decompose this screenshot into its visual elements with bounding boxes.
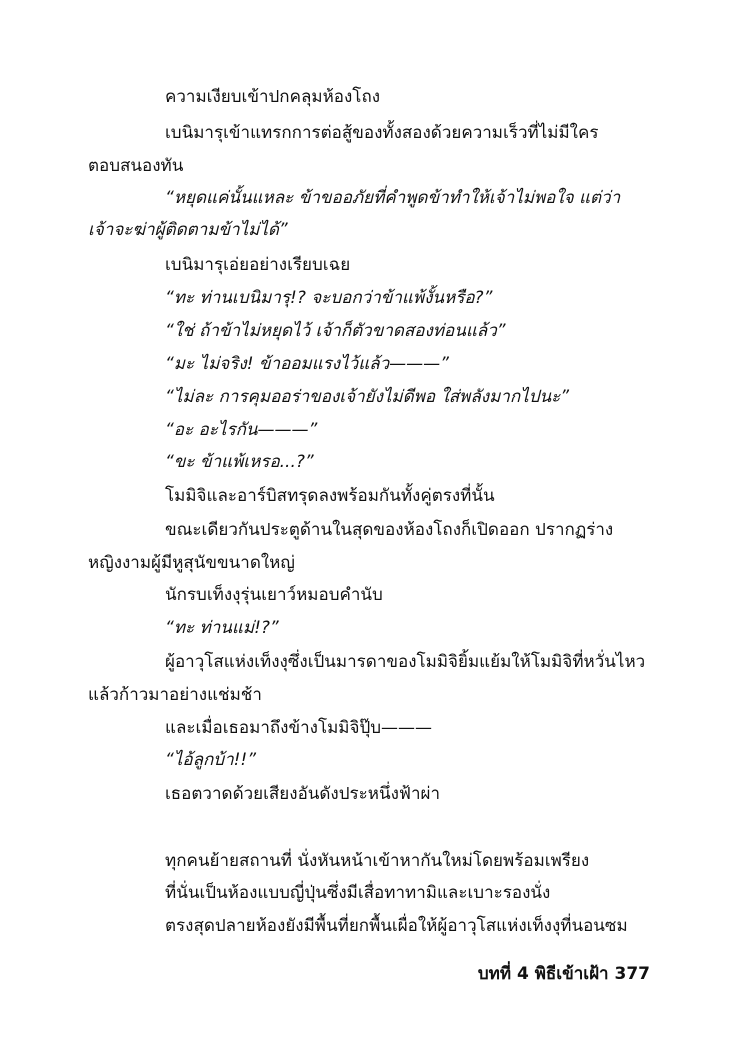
- page-footer: บทที่ 4 พิธีเข้าเฝ้า 377: [477, 964, 650, 984]
- dialogue-line: “ทะ ท่านแม่!?”: [165, 618, 279, 638]
- text-line: ที่นั่นเป็นห้องแบบญี่ปุ่นซึ่งมีเสื่อทาทามิและเบาะรองนั่ง: [165, 883, 551, 903]
- text-line: โมมิจิและอาร์บิสทรุดลงพร้อมกันทั้งคู่ตรงที่นั้น: [165, 486, 495, 506]
- text-line: ความเงียบเข้าปกคลุมห้องโถง: [165, 87, 381, 107]
- text-line: แล้วก้าวมาอย่างแช่มช้า: [88, 685, 262, 705]
- text-line: ขณะเดียวกันประตูด้านในสุดของห้องโถงก็เปิดออก ปรากฏร่าง: [165, 520, 614, 540]
- text-line: ตรงสุดปลายห้องยังมีพื้นที่ยกพื้นเผื่อให้ผู้อาวุโสแห่งเท็งงุที่นอนซม: [165, 916, 628, 936]
- dialogue-line: “หยุดแค่นั้นแหละ ข้าขออภัยที่คำพูดข้าทำให้เจ้าไม่พอใจ แต่ว่า: [165, 188, 621, 208]
- dialogue-line: “ไม่ละ การคุมออร่าของเจ้ายังไม่ดีพอ ใส่พลังมากไปนะ”: [165, 387, 570, 407]
- text-line: เบนิมารุเอ่ยอย่างเรียบเฉย: [165, 255, 351, 275]
- dialogue-line: “มะ ไม่จริง! ข้าออมแรงไว้แล้ว———”: [165, 354, 449, 374]
- text-line: นักรบเท็งงุรุ่นเยาว์หมอบคำนับ: [165, 585, 383, 605]
- dialogue-line: “ไอ้ลูกบ้า!!”: [165, 750, 257, 770]
- text-line: ตอบสนองทัน: [88, 156, 184, 176]
- text-line: เบนิมารุเข้าแทรกการต่อสู้ของทั้งสองด้วยความเร็วที่ไม่มีใคร: [165, 123, 599, 143]
- dialogue-line: “ทะ ท่านเบนิมารุ!? จะบอกว่าข้าแพ้งั้นหรือ?”: [165, 288, 493, 308]
- dialogue-line: “ใช่ ถ้าข้าไม่หยุดไว้ เจ้าก็ตัวขาดสองท่อนแล้ว”: [165, 321, 506, 341]
- text-line: และเมื่อเธอมาถึงข้างโมมิจิปุ๊บ———: [165, 718, 433, 738]
- dialogue-line: “อะ อะไรกัน———”: [165, 420, 318, 440]
- dialogue-line: “ขะ ข้าแพ้เหรอ...?”: [165, 452, 314, 472]
- text-line: เธอตวาดด้วยเสียงอันดังประหนึ่งฟ้าผ่า: [165, 784, 441, 804]
- text-line: หญิงงามผู้มีหูสุนัขขนาดใหญ่: [88, 553, 295, 573]
- text-line: ผู้อาวุโสแห่งเท็งงุซึ่งเป็นมารดาของโมมิจิยิ้มแย้มให้โมมิจิที่หวั่นไหว: [165, 652, 646, 672]
- text-line: ทุกคนย้ายสถานที่ นั่งหันหน้าเข้าหากันใหม่โดยพร้อมเพรียง: [165, 851, 590, 871]
- dialogue-line: เจ้าจะฆ่าผู้ติดตามข้าไม่ได้”: [88, 220, 288, 240]
